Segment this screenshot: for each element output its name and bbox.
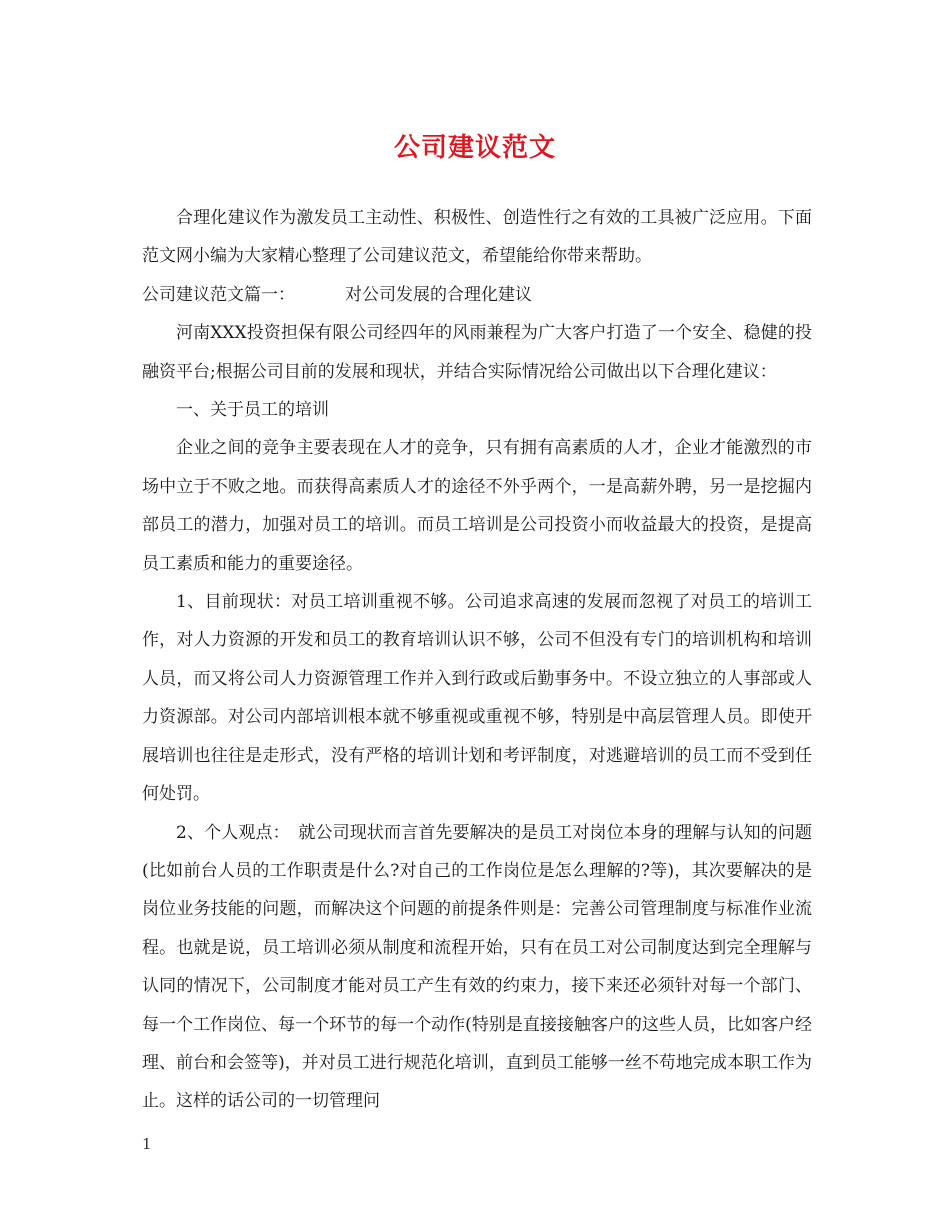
subheading-training: 一、关于员工的培训 [176, 400, 329, 421]
page-number: 1 [142, 1135, 152, 1153]
section-label: 公司建议范文篇一： [142, 284, 295, 305]
paragraph-current-status: 1、目前现状：对员工培训重视不够。公司追求高速的发展而忽视了对员工的培训工作，对人力资源的开发和员工的教育培训认识不够，公司不但没有专门的培训机构和培训人员，而又将公司人力资源管理工作并入到行政或后勤事务中。不设立独立的人事部或人力资源部。对公司内部培训根本就不够重视或重视不够，特别是中高层管理人员。即使开展培训也往往是走形式，没有严格的培训计划和考评制度，对逃避培训的员工而不受到任何处罚。 [142, 592, 812, 805]
paragraph-personal-view: 2、个人观点： 就公司现状而言首先要解决的是员工对岗位本身的理解与认知的问题(比如前台人员的工作职责是什么?对自己的工作岗位是怎么理解的?等)，其次要解决的是岗位业务技能的问题，而解决这个问题的前提条件则是：完善公司管理制度与标准作业流程。也就是说，员工培训必须从制度和流程开始，只有在员工对公司制度达到完全理解与认同的情况下，公司制度才能对员工产生有效的约束力，接下来还必须针对每一个部门、每一个工作岗位、每一个环节的每一个动作(特别是直接接触客户的这些人员，比如客户经理、前台和会签等)，并对员工进行规范化培训，直到员工能够一丝不苟地完成本职工作为止。这样的话公司的一切管理问 [142, 822, 812, 1112]
document-title: 公司建议范文 [393, 133, 556, 163]
section-heading [142, 276, 812, 314]
section-title: 对公司发展的合理化建议 [345, 284, 532, 305]
document-body [142, 199, 812, 1121]
intro-paragraph: 合理化建议作为激发员工主动性、积极性、创造性行之有效的工具被广泛应用。下面范文网小编为大家精心整理了公司建议范文，希望能给你带来帮助。 [142, 208, 812, 267]
paragraph-competition: 企业之间的竞争主要表现在人才的竞争，只有拥有高素质的人才，企业才能激烈的市场中立于不败之地。而获得高素质人才的途径不外乎两个，一是高薪外聘，另一是挖掘内部员工的潜力，加强对员工的培训。而员工培训是公司投资小而收益最大的投资，是提高员工素质和能力的重要途径。 [142, 438, 812, 574]
paragraph-company-intro: 河南XXX投资担保有限公司经四年的风雨兼程为广大客户打造了一个安全、稳健的投融资平台;根据公司目前的发展和现状，并结合实际情况给公司做出以下合理化建议： [142, 323, 812, 382]
